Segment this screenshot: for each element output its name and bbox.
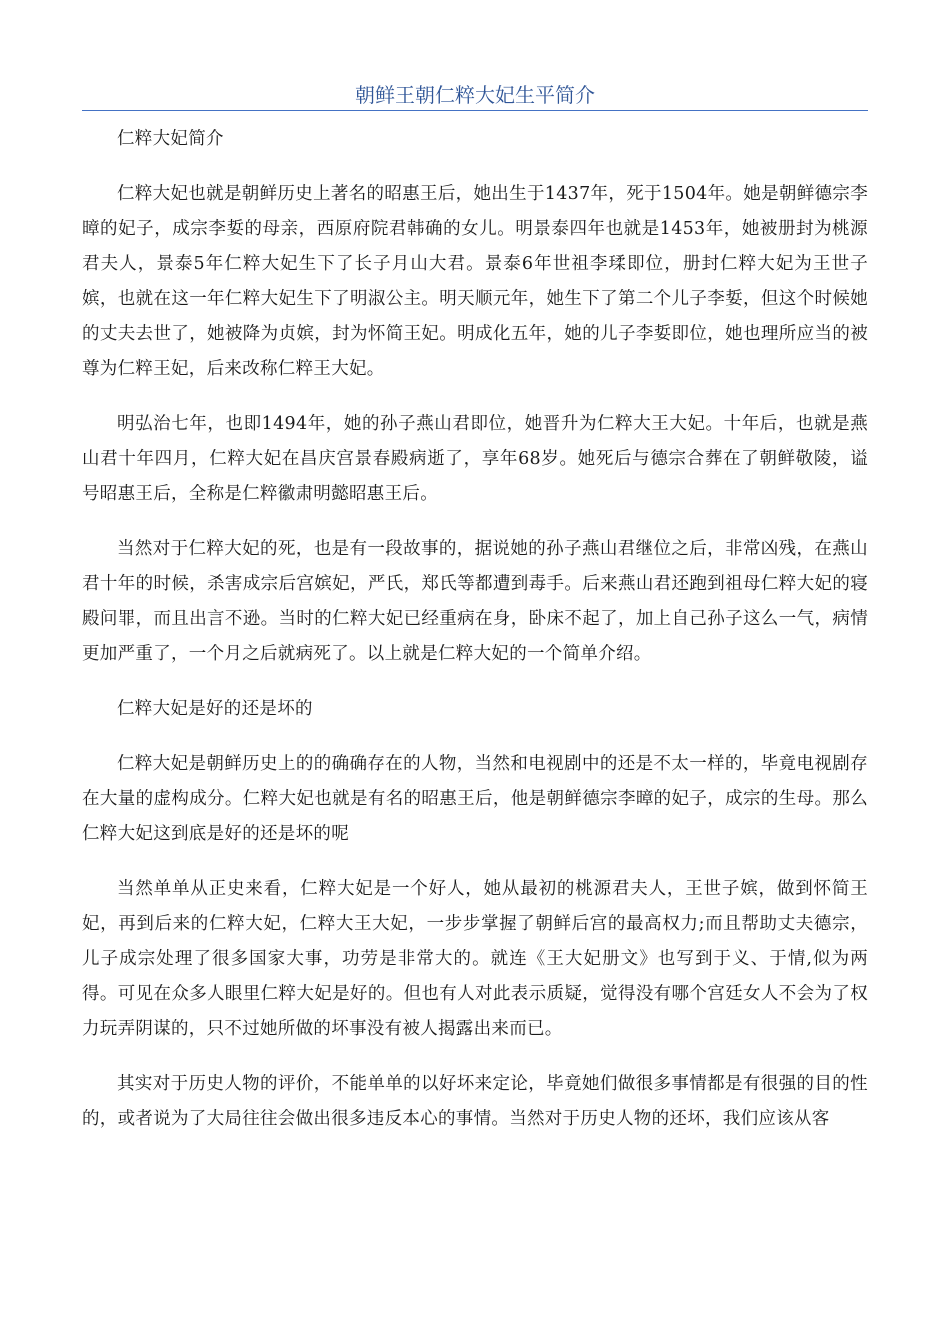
paragraph-historical-figure: 仁粹大妃是朝鲜历史上的的确确存在的人物，当然和电视剧中的还是不太一样的，毕竟电视剧存在大量的虚构成分。仁粹大妃也就是有名的昭惠王后，他是朝鲜德宗李暲的妃子，成宗的生母。那么仁粹大妃这到底是好的还是坏的呢	[82, 754, 868, 844]
document-title: 朝鲜王朝仁粹大妃生平简介	[355, 83, 595, 107]
paragraph-evaluation: 其实对于历史人物的评价，不能单单的以好坏来定论，毕竟她们做很多事情都是有很强的目的性的，或者说为了大局往往会做出很多违反本心的事情。当然对于历史人物的还坏，我们应该从客	[82, 1074, 868, 1129]
title-underline	[82, 110, 868, 111]
paragraph-death-story: 当然对于仁粹大妃的死，也是有一段故事的，据说她的孙子燕山君继位之后，非常凶残，在燕山君十年的时候，杀害成宗后宫嫔妃，严氏，郑氏等都遭到毒手。后来燕山君还跑到祖母仁粹大妃的寝殿问罪，而且出言不逊。当时的仁粹大妃已经重病在身，卧床不起了，加上自己孙子这么一气，病情更加严重了，一个月之后就病死了。以上就是仁粹大妃的一个简单介绍。	[82, 539, 868, 664]
paragraph-later-life: 明弘治七年，也即1494年，她的孙子燕山君即位，她晋升为仁粹大王大妃。十年后，也就是燕山君十年四月，仁粹大妃在昌庆宫景春殿病逝了，享年68岁。她死后与德宗合葬在了朝鲜敬陵，谥号昭惠王后，全称是仁粹徽肃明懿昭惠王后。	[82, 414, 868, 504]
section-heading-intro: 仁粹大妃简介	[117, 129, 224, 149]
paragraph-official-history: 当然单单从正史来看，仁粹大妃是一个好人，她从最初的桃源君夫人，王世子嫔，做到怀简王妃，再到后来的仁粹大妃，仁粹大王大妃，一步步掌握了朝鲜后宫的最高权力;而且帮助丈夫德宗，儿子成宗处理了很多国家大事，功劳是非常大的。就连《王大妃册文》也写到于义、于情,似为两得。可见在众多人眼里仁粹大妃是好的。但也有人对此表示质疑，觉得没有哪个宫廷女人不会为了权力玩弄阴谋的，只不过她所做的坏事没有被人揭露出来而已。	[82, 879, 868, 1039]
paragraph-biography: 仁粹大妃也就是朝鲜历史上著名的昭惠王后，她出生于1437年，死于1504年。她是朝鲜德宗李暲的妃子，成宗李娎的母亲，西原府院君韩确的女儿。明景泰四年也就是1453年，她被册封为桃源君夫人，景泰5年仁粹大妃生下了长子月山大君。景泰6年世祖李瑈即位，册封仁粹大妃为王世子嫔，也就在这一年仁粹大妃生下了明淑公主。明天顺元年，她生下了第二个儿子李娎，但这个时候她的丈夫去世了，她被降为贞嫔，封为怀简王妃。明成化五年，她的儿子李娎即位，她也理所应当的被尊为仁粹王妃，后来改称仁粹王大妃。	[82, 184, 868, 379]
document-body	[82, 122, 868, 1157]
section-heading-good-or-bad: 仁粹大妃是好的还是坏的	[117, 699, 313, 719]
